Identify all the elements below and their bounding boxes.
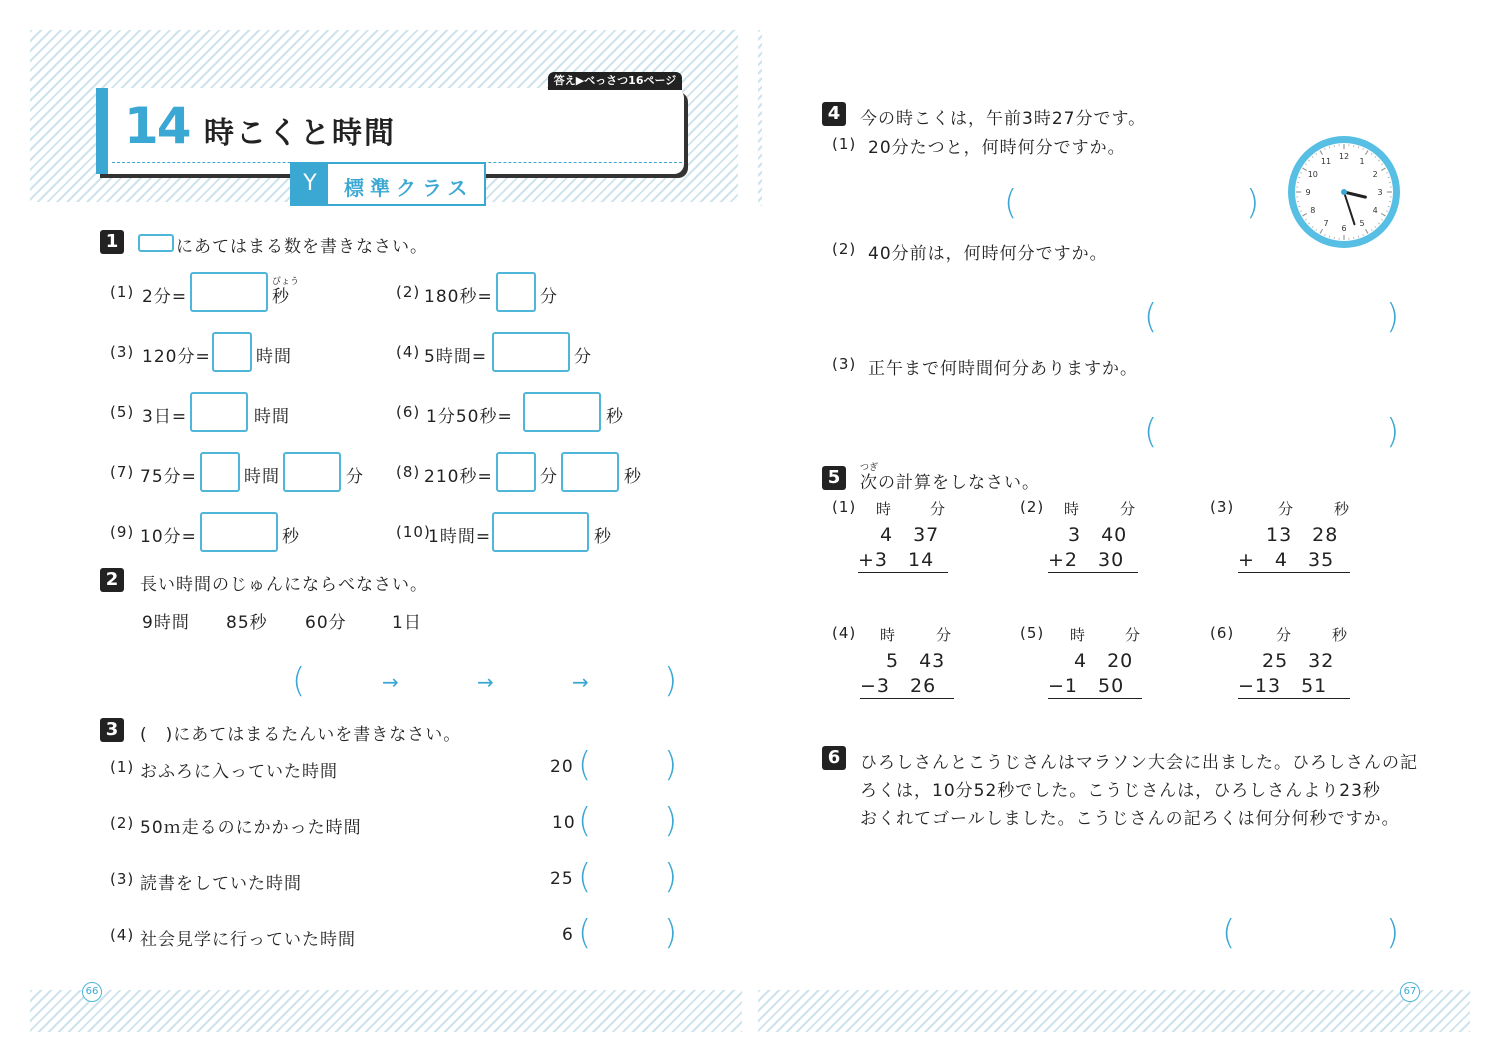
unit-label: 時 <box>1070 626 1087 644</box>
calc-line-a: 25 32 <box>1262 650 1335 672</box>
q3-item-id: (4) <box>110 926 135 944</box>
answer-paren-open[interactable]: ( <box>578 801 592 841</box>
q1-item-id: (8) <box>396 463 421 481</box>
q1-item-pre: 1時間= <box>428 527 492 547</box>
q1-item-pre: 2分= <box>142 287 188 307</box>
q3-item-text: 50ｍ走るのにかかった時間 <box>140 818 362 838</box>
q6-line: おくれてゴールしました。こうじさんの記ろくは何分何秒ですか。 <box>860 809 1400 829</box>
answer-paren-close[interactable]: ) <box>1386 297 1400 337</box>
unit-label: 分 <box>1278 500 1295 518</box>
calc-line-a: 5 43 <box>886 650 946 672</box>
calc-line-a: 13 28 <box>1266 524 1339 546</box>
answer-paren-close[interactable]: ) <box>664 745 678 785</box>
order-arrow: → <box>382 670 399 694</box>
q4-item-text: 40分前は，何時何分ですか。 <box>868 244 1108 264</box>
answer-paren-open[interactable]: ( <box>292 661 306 701</box>
q1-item-post: 秒 <box>606 407 624 427</box>
q1-item-id: (5) <box>110 403 135 421</box>
answer-paren-open[interactable]: ( <box>578 913 592 953</box>
q1-item-post: 分 <box>346 467 364 487</box>
q4-item-id: (3) <box>832 355 857 373</box>
sprout-icon: Y <box>292 164 328 204</box>
answer-paren-close[interactable]: ) <box>664 661 678 701</box>
unit-label: 分 <box>1276 626 1293 644</box>
q1-item-id: (1) <box>110 283 135 301</box>
q5-problem-id: (3) <box>1210 498 1235 516</box>
q3-item-value: 10 <box>552 813 576 833</box>
footer-band-left <box>30 990 742 1032</box>
q1-item-id: (9) <box>110 523 135 541</box>
q3-item-id: (2) <box>110 814 135 832</box>
answer-box[interactable] <box>283 452 341 492</box>
answer-paren-open[interactable]: ( <box>1144 412 1158 452</box>
q1-item-id: (7) <box>110 463 135 481</box>
answer-paren-close[interactable]: ) <box>1246 183 1260 223</box>
calc-line-b: + 4 35 <box>1238 545 1350 573</box>
answer-paren-open[interactable]: ( <box>1144 297 1158 337</box>
q3-item-text: 読書をしていた時間 <box>140 874 302 894</box>
q1-item-post: 秒 <box>594 527 612 547</box>
answer-box[interactable] <box>492 512 589 552</box>
q1-item-post: 分 <box>574 347 592 367</box>
answer-box[interactable] <box>496 272 536 312</box>
clock-number: 9 <box>1305 188 1311 197</box>
unit-label: 時 <box>1064 500 1081 518</box>
q1-item-id: (4) <box>396 343 421 361</box>
page-number-left: 66 <box>82 982 102 1002</box>
answer-box[interactable] <box>496 452 536 492</box>
q1-item-post: 時間 <box>256 347 292 367</box>
q2-choice: 60分 <box>305 613 347 633</box>
clock-number: 5 <box>1359 219 1365 229</box>
q1-item-id: (6) <box>396 403 421 421</box>
class-label: 標準クラス <box>344 176 474 200</box>
q1-item-id: (10) <box>396 523 431 541</box>
order-arrow: → <box>477 670 494 694</box>
answer-paren-open[interactable]: ( <box>578 745 592 785</box>
unit-label: 分 <box>930 500 947 518</box>
q1-item-post: 秒 <box>272 287 290 307</box>
q2-choice: 1日 <box>392 613 422 633</box>
center-divider <box>758 30 762 206</box>
answer-paren-close[interactable]: ) <box>664 857 678 897</box>
q6-line: ひろしさんとこうじさんはマラソン大会に出ました。ひろしさんの記 <box>860 753 1418 773</box>
unit-label: 分 <box>1125 626 1142 644</box>
q1-sample-box <box>138 234 174 252</box>
title-accent-bar <box>96 88 108 174</box>
q1-item-pre: 75分= <box>140 467 197 487</box>
q1-badge: 1 <box>100 230 124 254</box>
q6-line: ろくは，10分52秒でした。こうじさんは，ひろしさんより23秒 <box>860 781 1381 801</box>
q5-instruction: 次の計算をしなさい。 <box>860 473 1040 493</box>
q2-choice: 9時間 <box>142 613 190 633</box>
q5-problem-id: (6) <box>1210 624 1235 642</box>
q2-choice: 85秒 <box>226 613 268 633</box>
answer-box[interactable] <box>212 332 252 372</box>
q1-item-post: 時間 <box>254 407 290 427</box>
q5-problem-id: (1) <box>832 498 857 516</box>
calc-line-b: −1 50 <box>1048 671 1142 699</box>
clock-number: 12 <box>1338 152 1350 161</box>
chapter-title: 時こくと時間 <box>204 116 396 151</box>
class-label-box <box>290 162 486 206</box>
q5-ruby: つぎ <box>860 463 879 473</box>
q1-item-id: (3) <box>110 343 135 361</box>
q4-item-text: 20分たつと，何時何分ですか。 <box>868 138 1126 158</box>
q1-item-pre: 10分= <box>140 527 197 547</box>
q5-badge: 5 <box>822 466 846 490</box>
unit-label: 秒 <box>1332 626 1349 644</box>
answer-box[interactable] <box>200 452 240 492</box>
q1-item-pre: 1分50秒= <box>426 407 513 427</box>
answer-box[interactable] <box>190 272 268 312</box>
q3-item-text: 社会見学に行っていた時間 <box>140 930 356 950</box>
q1-item-pre: 180秒= <box>424 287 493 307</box>
unit-label: 時 <box>876 500 893 518</box>
q3-item-value: 25 <box>550 869 574 889</box>
answer-paren-close[interactable]: ) <box>1386 913 1400 953</box>
q1-item-pre: 5時間= <box>424 347 488 367</box>
answer-tag <box>548 72 682 90</box>
q1-item-pre: 210秒= <box>424 467 493 487</box>
q6-badge: 6 <box>822 746 846 770</box>
calc-line-a: 3 40 <box>1068 524 1128 546</box>
answer-paren-close[interactable]: ) <box>1386 412 1400 452</box>
q4-badge: 4 <box>822 102 846 126</box>
clock-number: 2 <box>1372 170 1378 179</box>
answer-paren-open[interactable]: ( <box>1004 183 1018 223</box>
q2-instruction: 長い時間のじゅんにならべなさい。 <box>140 575 428 595</box>
clock-number: 11 <box>1320 156 1332 166</box>
clock-number: 10 <box>1307 170 1318 179</box>
q1-item-id: (2) <box>396 283 421 301</box>
q1-item-pre: 3日= <box>142 407 188 427</box>
clock-number: 3 <box>1377 188 1383 197</box>
q1-item-post: 秒 <box>624 467 642 487</box>
calc-line-a: 4 37 <box>880 524 940 546</box>
ruby-text: びょう <box>272 277 300 287</box>
clock-number: 6 <box>1341 224 1347 233</box>
q4-item-id: (2) <box>832 240 857 258</box>
answer-paren-open[interactable]: ( <box>578 857 592 897</box>
q5-problem-id: (2) <box>1020 498 1045 516</box>
q3-item-value: 6 <box>562 925 574 945</box>
q1-item-pre: 120分= <box>142 347 211 367</box>
answer-paren-close[interactable]: ) <box>664 913 678 953</box>
answer-box[interactable] <box>200 512 278 552</box>
calc-line-b: −3 26 <box>860 671 954 699</box>
q1-item-post: 分 <box>540 287 558 307</box>
unit-label: 秒 <box>1334 500 1351 518</box>
q1-item-mid: 時間 <box>244 467 280 487</box>
calc-line-b: −13 51 <box>1238 671 1350 699</box>
order-arrow: → <box>572 670 589 694</box>
answer-paren-close[interactable]: ) <box>664 801 678 841</box>
q1-item-mid: 分 <box>540 467 558 487</box>
footer-band-right <box>758 990 1470 1032</box>
q2-badge: 2 <box>100 568 124 592</box>
q3-item-id: (3) <box>110 870 135 888</box>
q5-problem-id: (5) <box>1020 624 1045 642</box>
answer-box[interactable] <box>523 392 601 432</box>
unit-label: 時 <box>880 626 897 644</box>
answer-paren-open[interactable]: ( <box>1222 913 1236 953</box>
q3-item-value: 20 <box>550 757 574 777</box>
calc-line-b: +3 14 <box>858 545 948 573</box>
page-number-right: 67 <box>1400 982 1420 1002</box>
clock-number: 7 <box>1323 219 1329 229</box>
q3-instruction: ( )にあてはまるたんいを書きなさい。 <box>140 725 462 745</box>
q3-badge: 3 <box>100 718 124 742</box>
q5-problem-id: (4) <box>832 624 857 642</box>
q1-item-post: 秒 <box>282 527 300 547</box>
q1-instruction: にあてはまる数を書きなさい。 <box>176 237 428 257</box>
calc-line-a: 4 20 <box>1074 650 1134 672</box>
answer-box[interactable] <box>561 452 619 492</box>
chapter-number: 14 <box>124 97 190 155</box>
answer-box[interactable] <box>190 392 248 432</box>
q3-item-text: おふろに入っていた時間 <box>140 762 338 782</box>
clock-number: 1 <box>1359 156 1365 166</box>
answer-tag-text: 答え▶べっさつ16ページ <box>553 74 677 87</box>
q4-intro: 今の時こくは，午前3時27分です。 <box>860 109 1147 129</box>
calc-line-b: +2 30 <box>1048 545 1138 573</box>
q3-item-id: (1) <box>110 758 135 776</box>
q4-item-id: (1) <box>832 135 857 153</box>
unit-label: 分 <box>936 626 953 644</box>
clock-number: 8 <box>1310 206 1316 215</box>
unit-label: 分 <box>1120 500 1137 518</box>
clock-number: 4 <box>1372 206 1378 215</box>
answer-box[interactable] <box>492 332 570 372</box>
q4-item-text: 正午まで何時間何分ありますか。 <box>868 359 1138 379</box>
clock-icon <box>1286 134 1402 250</box>
